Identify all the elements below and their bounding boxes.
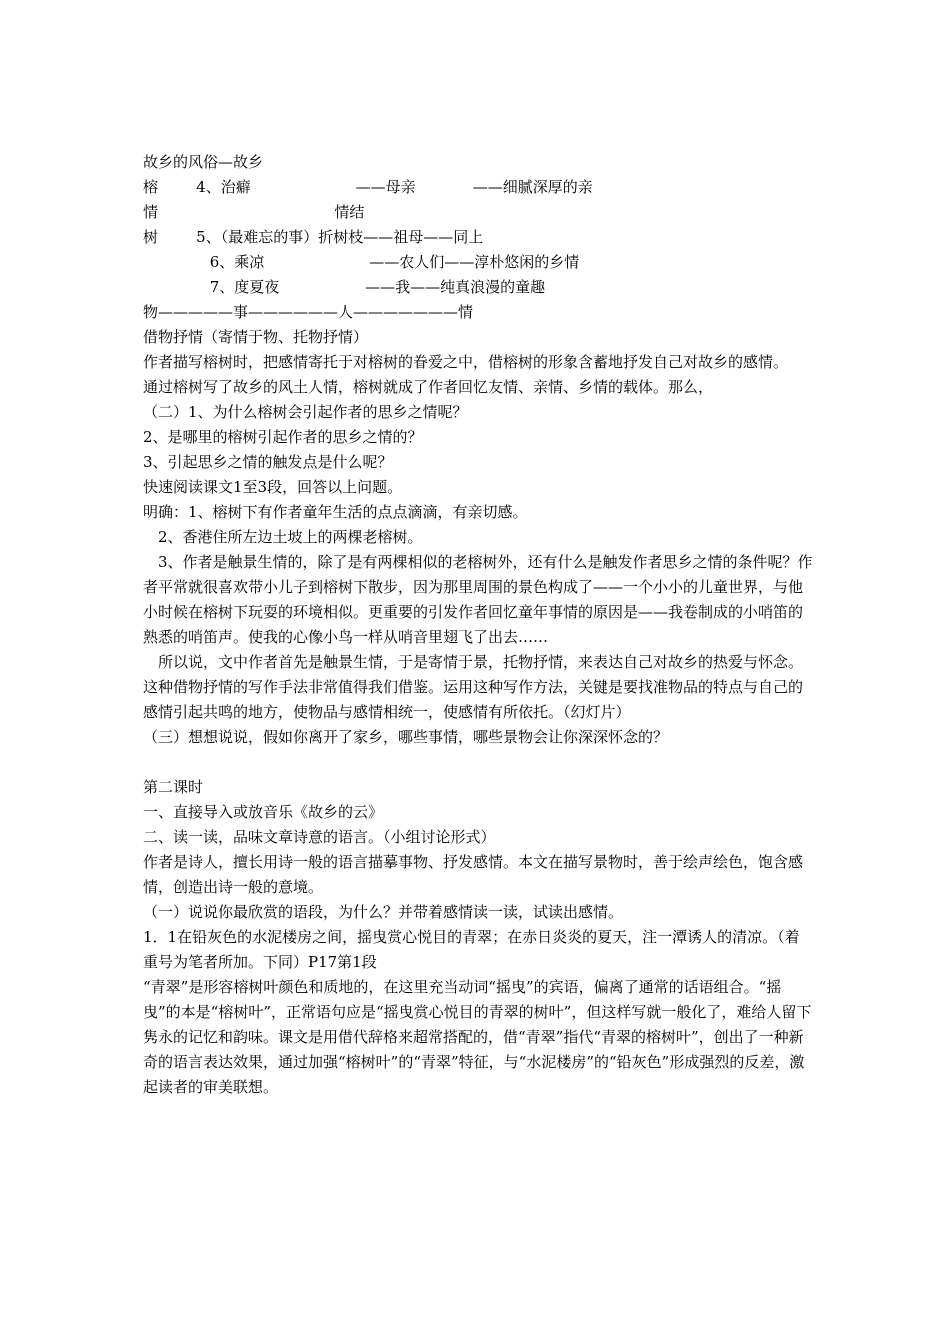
text-line: （二）1、为什么榕树会引起作者的思乡之情呢？ (143, 403, 468, 421)
outline-line: 树 5、（最难忘的事）折树枝——祖母——同上 (143, 228, 484, 246)
text-line: 2、香港住所左边土坡上的两棵老榕树。 (158, 528, 423, 546)
blank-line (143, 750, 813, 775)
document-page (143, 150, 813, 1100)
outline-line: 情 情结 (143, 203, 365, 221)
text-line: 3、引起思乡之情的触发点是什么呢？ (143, 453, 393, 471)
outline-line: 物—————事——————人———————情 (143, 303, 474, 321)
paragraph: “青翠”是形容榕树叶颜色和质地的，在这里充当动词“摇曳”的宾语，偏离了通常的话语组合。“摇曳”的本是“榕树叶”，正常语句应是“摇曳赏心悦目的青翠的树叶”，但这样写就一般化了，难给人留下隽永的记忆和韵味。课文是用借代辞格来超常搭配的，借“青翠”指代“青翠的榕树叶”，创出了一种新奇的语言表达效果，通过加强“榕树叶”的“青翠”特征，与“水泥楼房”的“铅灰色”形成强烈的反差，激起读者的审美联想。 (143, 978, 812, 1096)
paragraph: 作者是诗人，擅长用诗一般的语言描摹事物、抒发感情。本文在描写景物时，善于绘声绘色，饱含感情，创造出诗一般的意境。 (143, 853, 804, 896)
paragraph: 1．1在铅灰色的水泥楼房之间，摇曳赏心悦目的青翠；在赤日炎炎的夏天，注一潭诱人的清凉。（着重号为笔者所加。下同）P17第1段 (143, 928, 800, 971)
paragraph: 作者描写榕树时，把感情寄托于对榕树的眷爱之中，借榕树的形象含蓄地抒发自己对故乡的感情。 (143, 353, 789, 371)
text-line: （三）想想说说，假如你离开了家乡，哪些事情，哪些景物会让你深深怀念的？ (143, 728, 669, 746)
text-line: 二、读一读，品味文章诗意的语言。（小组讨论形式） (143, 828, 496, 846)
text-line: 一、直接导入或放音乐《故乡的云》 (143, 803, 384, 821)
outline-line: 故乡的风俗—故乡 (143, 153, 264, 171)
text-line: 通过榕树写了故乡的风土人情，榕树就成了作者回忆友情、亲情、乡情的载体。那么， (143, 378, 714, 396)
outline-line: 借物抒情（寄情于物、托物抒情） (143, 328, 369, 346)
paragraph-text: 所以说，文中作者首先是触景生情，于是寄情于景，托物抒情，来表达自己对故乡的热爱与怀念。这种借物抒情的写作手法非常值得我们借鉴。运用这种写作方法，关键是要找准物品的特点与自己的感情引起共鸣的地方，使物品与感情相统一，使感情有所依托。（幻灯片） (143, 653, 804, 721)
text-line: 快速阅读课文1至3段，回答以上问题。 (143, 478, 403, 496)
paragraph-text: 3、作者是触景生情的，除了是有两棵相似的老榕树外，还有什么是触发作者思乡之情的条件呢？作者平常就很喜欢带小儿子到榕树下散步，因为那里周围的景色构成了——一个小小的儿童世界，与他小时候在榕树下玩耍的环境相似。更重要的引发作者回忆童年事情的原因是——我卷制成的小哨笛的熟悉的哨笛声。使我的心像小鸟一样从哨音里翅飞了出去…… (143, 553, 813, 646)
paragraph (143, 650, 813, 725)
outline-line: 7、度夏夜 ——我——纯真浪漫的童趣 (143, 278, 546, 296)
outline-line: 榕 4、治癖 ——母亲 ——细腻深厚的亲 (143, 178, 593, 196)
section-title: 第二课时 (143, 778, 204, 796)
text-line: （一）说说你最欣赏的语段，为什么？并带着感情读一读，试读出感情。 (143, 903, 624, 921)
outline-line: 6、乘凉 ——农人们——淳朴悠闲的乡情 (143, 253, 580, 271)
text-line: 2、是哪里的榕树引起作者的思乡之情的？ (143, 428, 423, 446)
text-line: 明确：1、榕树下有作者童年生活的点点滴滴，有亲切感。 (143, 503, 528, 521)
paragraph (143, 550, 813, 650)
